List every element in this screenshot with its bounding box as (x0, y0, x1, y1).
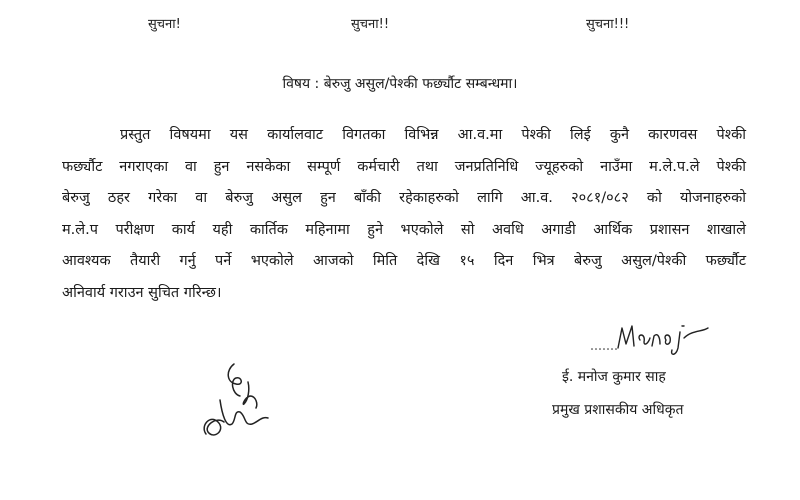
body-line: म.ले.प परीक्षण कार्य यही कार्तिक महिनामा हुने भएकोले सो अवधि अगाडी आर्थिक प्रशासन शाखाले (62, 221, 746, 238)
secondary-signature (196, 356, 278, 446)
officer-title: प्रमुख प्रशासकीय अधिकृत (552, 402, 684, 418)
subject-line: विषय : बेरुजु असुल/पेश्की फर्छ्यौट सम्बन्धमा। (282, 76, 518, 92)
body-line: प्रस्तुत विषयमा यस कार्यालवाट विगतका विभिन्न आ.व.मा पेश्की लिई कुनै कारणवस पेश्की (120, 127, 746, 143)
body-line: अनिवार्य गराउन सुचित गरिन्छ। (62, 284, 222, 301)
notice-heading-1: सुचना! (148, 17, 181, 32)
officer-name: ई. मनोज कुमार साह (562, 369, 666, 385)
notice-heading-2: सुचना!! (351, 17, 390, 32)
officer-signature (588, 318, 718, 360)
notice-body (62, 120, 746, 309)
body-line: फर्छ्यौट नगराएका वा हुन नसकेका सम्पूर्ण कर्मचारी तथा जनप्रतिनिधि ज्यूहरुको नाउँमा म.ले.प.ले पेश्की (62, 158, 746, 175)
body-line: आवश्यक तैयारी गर्नु पर्ने भएकोले आजको मिति देखि १५ दिन भित्र बेरुजु असुल/पेश्की फर्छ्यौट (62, 253, 746, 269)
notice-heading-3: सुचना!!! (586, 17, 630, 32)
body-line: बेरुजु ठहर गरेका वा बेरुजु असुल हुन बाँकी रहेकाहरुको लागि आ.व. २०८१/०८२ को योजनाहरुको (62, 190, 746, 206)
